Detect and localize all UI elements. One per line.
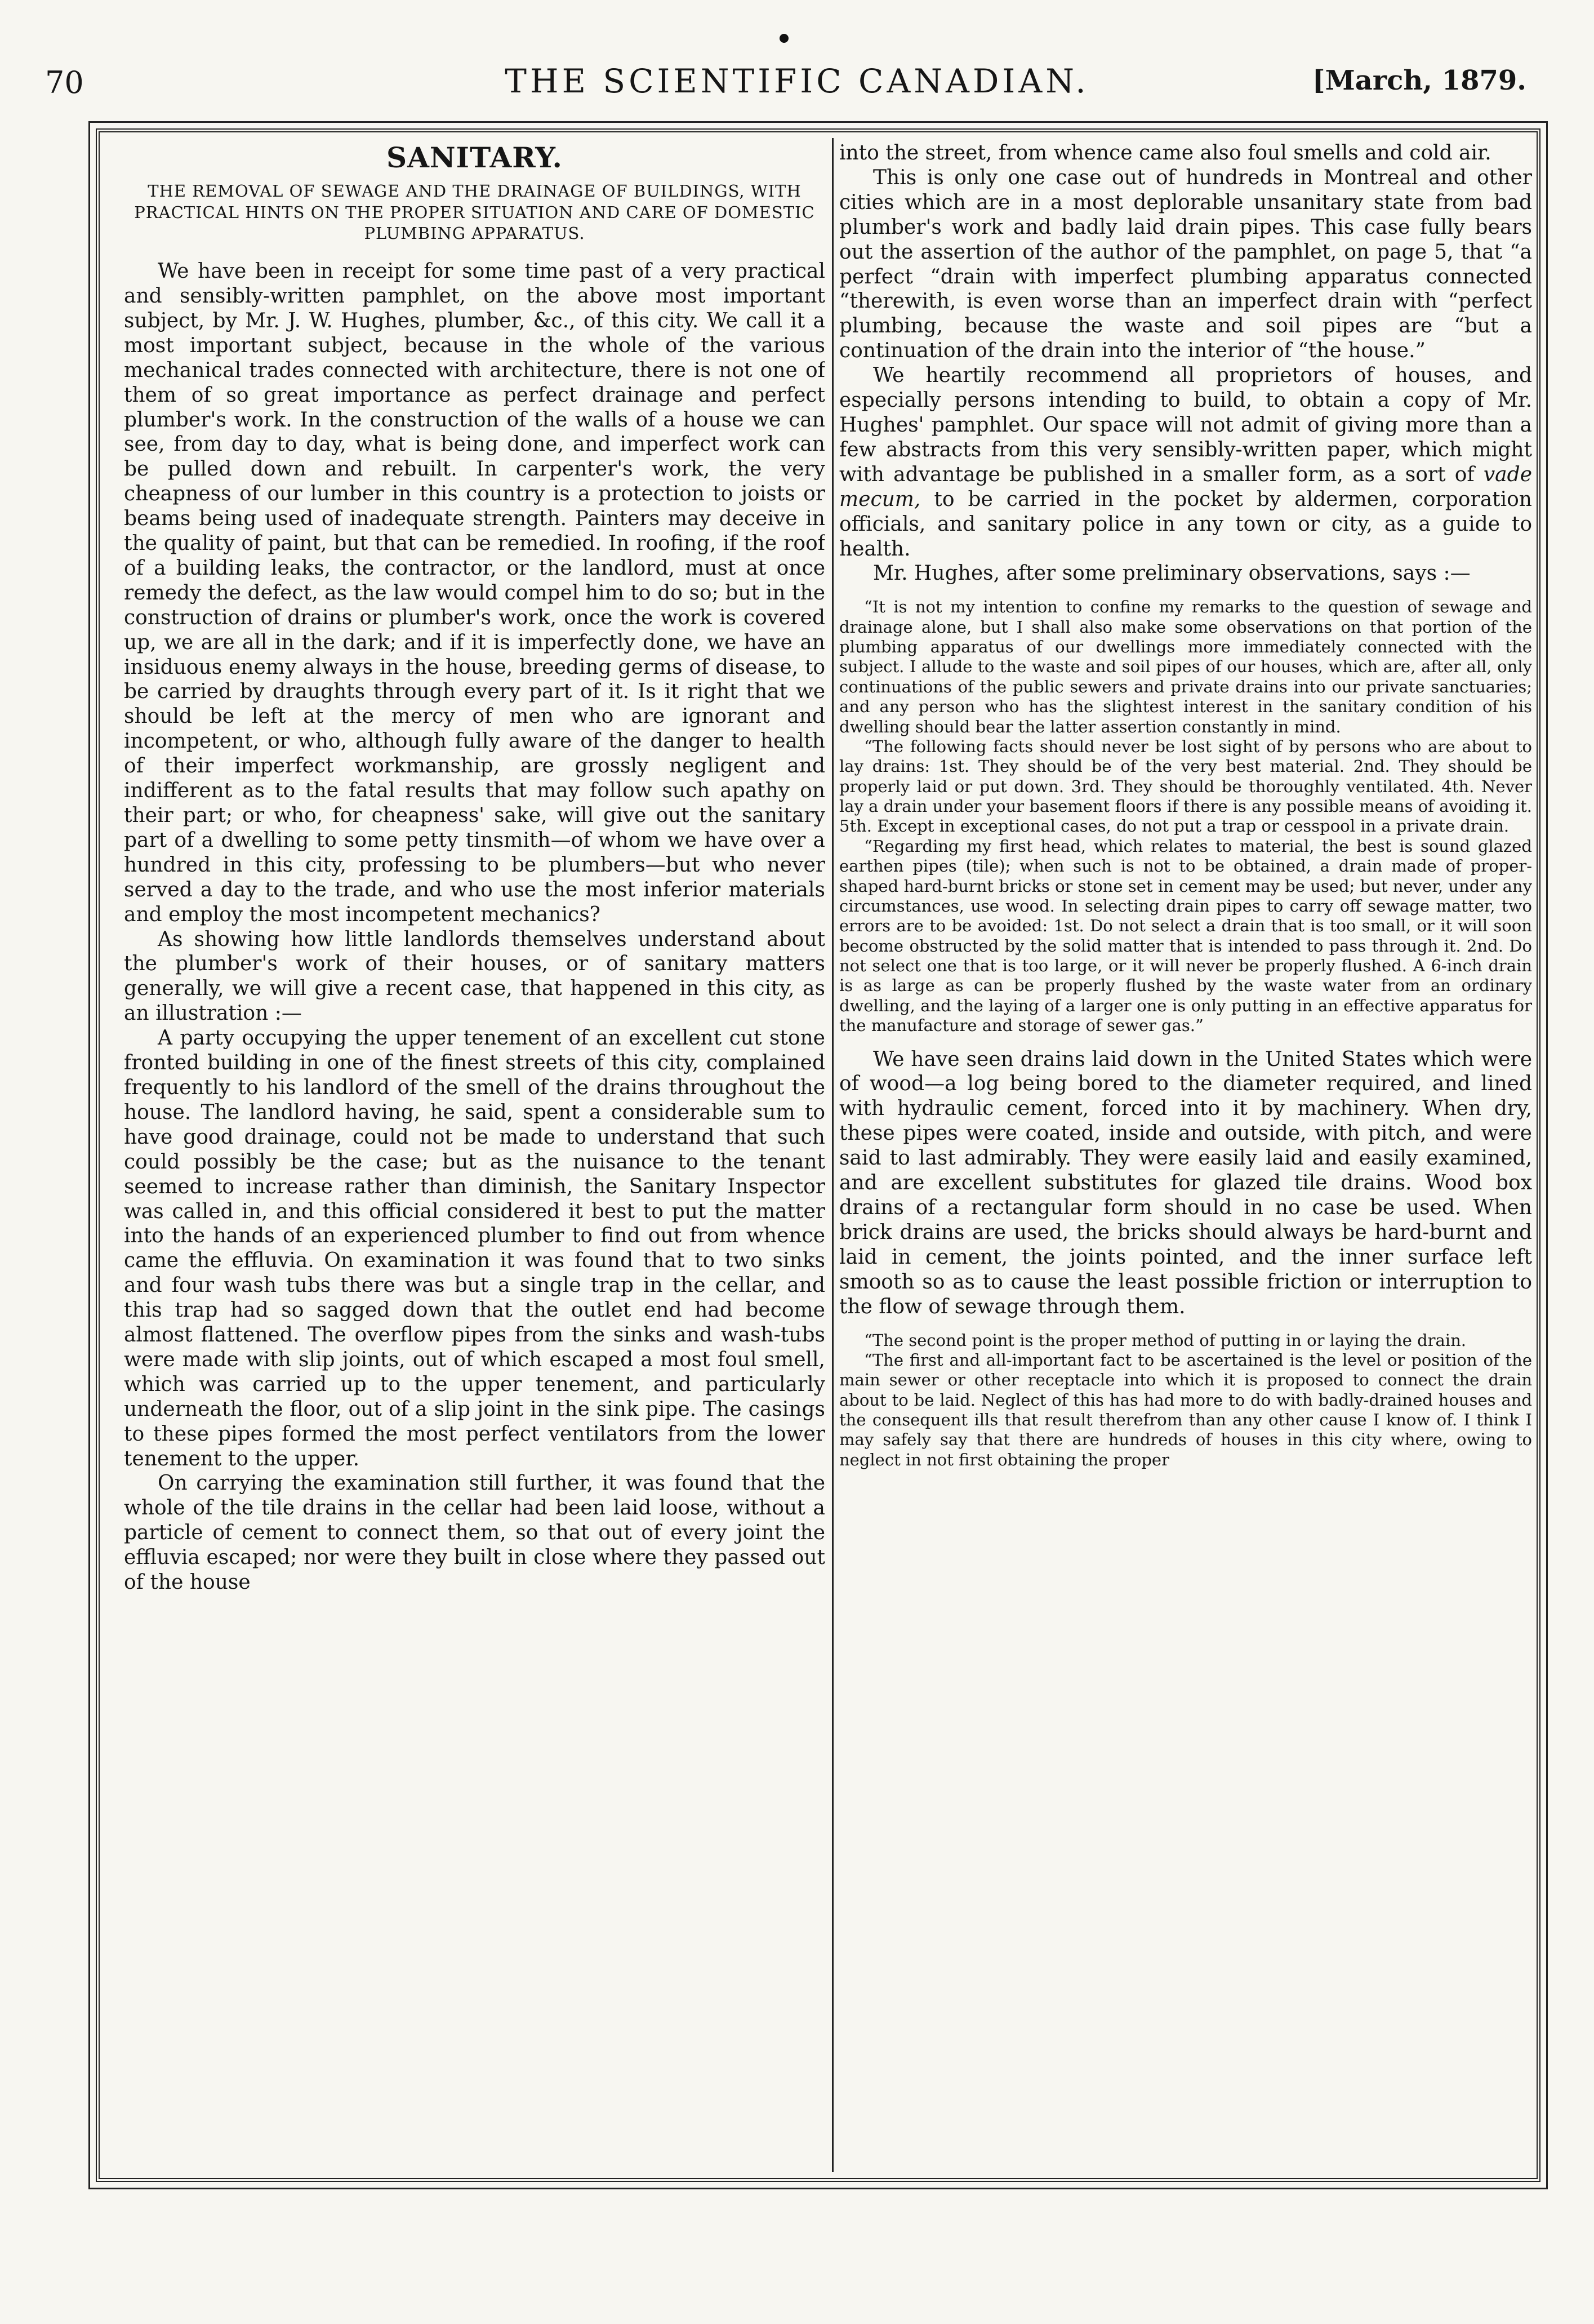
paragraph: This is only one case out of hundreds in Montreal and other cities which are in a most deplorable unsanitary state from bad plumber's work and badly laid drain pipes. This case fully bears out the assertion of the author of the pamphlet, on page 5, that “a perfect “drain with imperfect plumbing apparatus connected “therewith, is even worse than an imperfect drain with “perfect plumbing, because the waste and soil pipes are “but a continuation of the drain into the interior of “the house.”	[839, 166, 1532, 363]
paragraph	[839, 363, 1532, 561]
paragraph: Mr. Hughes, after some preliminary observations, says :—	[873, 562, 1471, 585]
spacer	[839, 1319, 1532, 1331]
paragraph: As showing how little landlords themselves understand about the plumber's work of their houses, or of sanitary matters generally, we will give a recent case, that happened in this city, as an illustration :—	[124, 927, 825, 1025]
paragraph: We have been in receipt for some time past of a very practical and sensibly-written pamphlet, on the above most important subject, by Mr. J. W. Hughes, plumber, &c., of this city. We call it a most important subject, because in the whole of the various mechanical trades connected with architecture, there is not one of them of so great importance as perfect drainage and perfect plumber's work. In the construction of the walls of a house we can see, from day to day, what is being done, and imperfect work can be pulled down and rebuilt. In carpenter's work, the very cheapness of our lumber in this country is a protection to joists or beams being used of inadequate strength. Painters may deceive in the quality of paint, but that can be remedied. In roofing, if the roof of a building leaks, the contractor, or the landlord, must at once remedy the defect, as the law would compel him to do so; but in the construction of drains or plumber's work, once the work is covered up, we are all in the dark; and if it is imperfectly done, we have an insiduous enemy always in the house, breeding germs of disease, to be carried by draughts through every part of it. Is it right that we should be left at the mercy of men who are ignorant and incompetent, or who, although fully aware of the danger to health of their imperfect workmanship, are grossly negligent and indifferent as to the fatal results that may follow such apathy on their part; or who, for cheapness' sake, will give out the sanitary part of a dwelling to some petty tinsmith—of whom we have over a hundred in this city, professing to be plumbers—but who never served a day to the trade, and who use the most inferior materials and employ the most incompetent mechanics?	[124, 260, 825, 926]
article-title: SANITARY.	[386, 141, 563, 174]
quoted-paragraph: “The following facts should never be lost sight of by persons who are about to lay drains: 1st. They should be of the very best material. 2nd. They should be properly laid or put down. 3rd. They should be thoroughly ventilated. 4th. Never lay a drain under your basement floors if there is any possible means of avoiding it. 5th. Except in exceptional cases, do not put a trap or cesspool in a private drain.	[839, 736, 1532, 836]
page-header	[0, 0, 1594, 118]
quoted-paragraph: “The first and all-important fact to be ascertained is the level or position of the main sewer or other receptacle into which it is proposed to connect the drain about to be laid. Neglect of this has had more to do with badly-drained houses and the consequent ills that result therefrom than any other cause I know of. I think I may safely say that there are hundreds of houses in this city where, owing to neglect in not first obtaining the proper	[839, 1350, 1532, 1469]
column-divider	[832, 138, 834, 2172]
ink-dot	[780, 34, 789, 43]
page-number: 70	[45, 65, 84, 100]
paragraph: into the street, from whence came also foul smells and cold air.	[839, 141, 1491, 165]
left-column	[124, 141, 825, 2158]
italic-phrase: vade mecum,	[839, 463, 1532, 511]
paragraph: On carrying the examination still further, it was found that the whole of the tile drains in the cellar had been laid loose, without a particle of cement to connect them, so that out of every joint the effluvia escaped; nor were they built in close where they passed out of the house	[124, 1472, 825, 1594]
paragraph: We have seen drains laid down in the United States which were of wood—a log being bored to the diameter required, and lined with hydraulic cement, forced into it by machinery. When dry, these pipes were coated, inside and outside, with pitch, and were said to last admirably. They were easily laid and easily examined, and are excellent substitutes for glazed tile drains. Wood box drains of a rectangular form should in no case be used. When brick drains are used, the bricks should always be hard-burnt and laid in cement, the joints pointed, and the inner surface left smooth so as to cause the least possible friction or interruption to the flow of sewage through them.	[839, 1047, 1532, 1318]
issue-date: [March, 1879.	[1312, 65, 1526, 96]
paragraph: A party occupying the upper tenement of an excellent cut stone fronted building in one of the finest streets of this city, complained frequently to his landlord of the smell of the drains throughout the house. The landlord having, he said, spent a considerable sum to have good drainage, could not be made to understand that such could possibly be the case; but as the nuisance to the tenant seemed to increase rather than diminish, the Sanitary Inspector was called in, and this official considered it best to put the matter into the hands of an experienced plumber to find out from whence came the effluvia. On examination it was found that to two sinks and four wash tubs there was but a single trap in the cellar, and this trap had so sagged down that the outlet end had become almost flattened. The overflow pipes from the sinks and wash-tubs were made with slip joints, out of which escaped a most foul smell, which was carried up to the upper tenement, and particularly underneath the floor, out of a slip joint in the sink pipe. The casings to these pipes formed the most perfect ventilators from the lower tenement to the upper.	[124, 1027, 825, 1470]
text-run: to be carried in the pocket by aldermen, corporation officials, and sanitary police in any town or city, as a guide to health.	[839, 487, 1532, 561]
article-subtitle: THE REMOVAL OF SEWAGE AND THE DRAINAGE OF BUILDINGS, WITH PRACTICAL HINTS ON THE PROPER SITUATION AND CARE OF DOMESTIC PLUMBING APPARATUS.	[134, 181, 815, 243]
publication-title: THE SCIENTIFIC CANADIAN.	[505, 62, 1089, 100]
quoted-paragraph: “The second point is the proper method of putting in or laying the drain.	[864, 1330, 1466, 1350]
quoted-paragraph: “Regarding my first head, which relates to material, the best is sound glazed earthen pipes (tile); when such is not to be obtained, a drain made of proper-shaped hard-burnt bricks or stone set in cement may be used; but never, under any circumstances, use wood. In selecting drain pipes to carry off sewage matter, two errors are to be avoided: 1st. Do not select a drain that is too small, or it will soon become obstructed by the solid matter that is intended to pass through it. 2nd. Do not select one that is too large, or it will never be properly flushed. A 6-inch drain is as large as can be properly flushed by the waste water from an ordinary dwelling, and the laying of a larger one is only putting in an effective apparatus for the manufacture and storage of sewer gas.”	[839, 836, 1532, 1036]
text-run: We heartily recommend all proprietors of houses, and especially persons intending to build, to obtain a copy of Mr. Hughes' pamphlet. Our space will not admit of giving more than a few abstracts from this very sensibly-written paper, which might with advantage be published in a smaller form, as a sort of	[839, 364, 1532, 486]
spacer	[839, 586, 1532, 597]
right-column	[839, 141, 1532, 2158]
quoted-paragraph: “It is not my intention to confine my remarks to the question of sewage and drainage alone, but I shall also make some observations on that portion of the plumbing apparatus of our dwellings more immediately connected with the subject. I allude to the waste and soil pipes of our houses, which are, after all, only continuations of the public sewers and private drains into our private sanctuaries; and any person who has the slightest interest in the sanitary condition of his dwelling should bear the latter assertion constantly in mind.	[839, 597, 1532, 736]
spacer	[839, 1036, 1532, 1047]
